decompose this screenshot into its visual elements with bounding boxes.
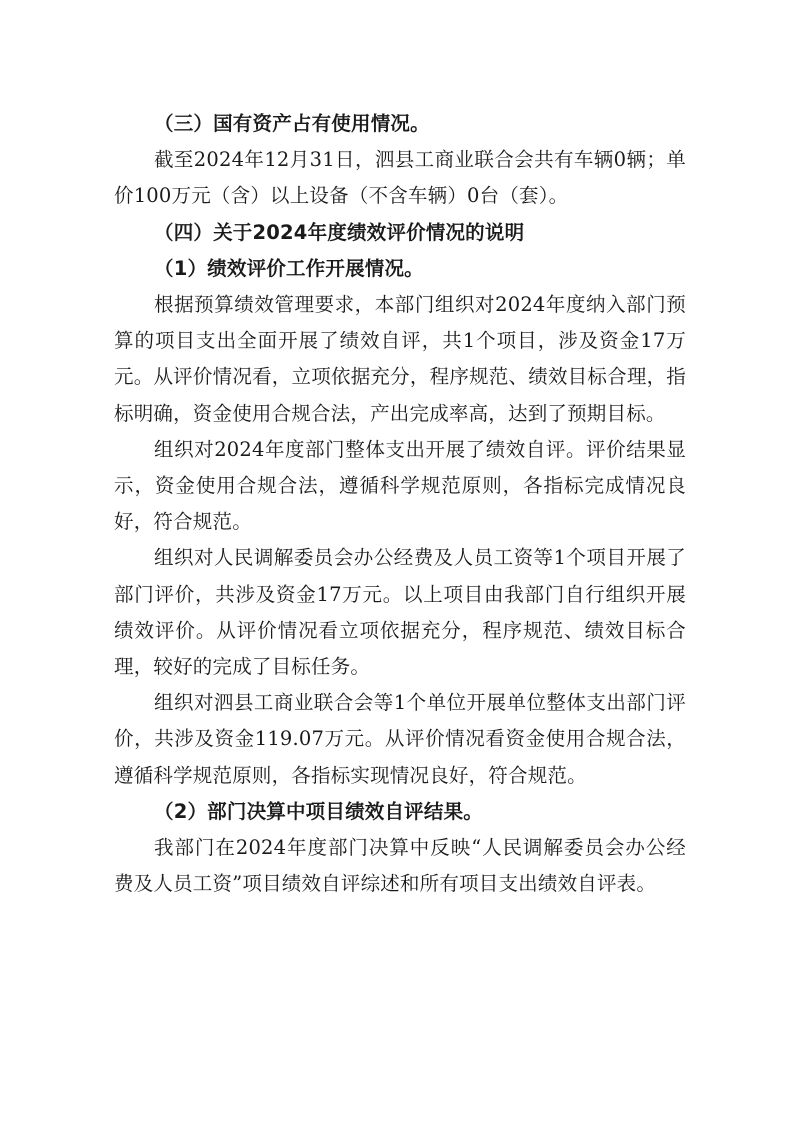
section-heading-performance-evaluation: （四）关于2024年度绩效评价情况的说明	[154, 220, 525, 244]
paragraph-department-evaluation: 组织对人民调解委员会办公经费及人员工资等1个项目开展了部门评价，共涉及资金17万元。以上项目由我部门自行组织开展绩效评价。从评价情况看立项依据充分，程序规范、绩效目标合理，较好的完成了目标任务。	[114, 546, 686, 679]
paragraph-overall-expenditure: 组织对2024年度部门整体支出开展了绩效自评。评价结果显示，资金使用合规合法，遵循科学规范原则，各指标完成情况良好，符合规范。	[114, 437, 686, 534]
subheading-self-evaluation-results: （2）部门决算中项目绩效自评结果。	[154, 799, 483, 823]
paragraph-final-accounts: 我部门在2024年度部门决算中反映“人民调解委员会办公经费及人员工资”项目绩效自评综述和所有项目支出绩效自评表。	[114, 836, 686, 896]
paragraph-project-evaluation: 根据预算绩效管理要求，本部门组织对2024年度纳入部门预算的项目支出全面开展了绩效自评，共1个项目，涉及资金17万元。从评价情况看，立项依据充分，程序规范、绩效目标合理，指标明确，资金使用合规合法，产出完成率高，达到了预期目标。	[114, 293, 686, 425]
subheading-evaluation-work: （1）绩效评价工作开展情况。	[154, 256, 424, 280]
document-body	[114, 106, 686, 902]
paragraph-assets-summary: 截至2024年12月31日，泗县工商业联合会共有车辆0辆；单价100万元（含）以上设备（不含车辆）0台（套）。	[114, 148, 686, 208]
paragraph-unit-evaluation: 组织对泗县工商业联合会等1个单位开展单位整体支出部门评价，共涉及资金119.07万元。从评价情况看资金使用合规合法，遵循科学规范原则，各指标实现情况良好，符合规范。	[114, 691, 686, 787]
section-heading-state-assets: （三）国有资产占有使用情况。	[154, 112, 430, 135]
